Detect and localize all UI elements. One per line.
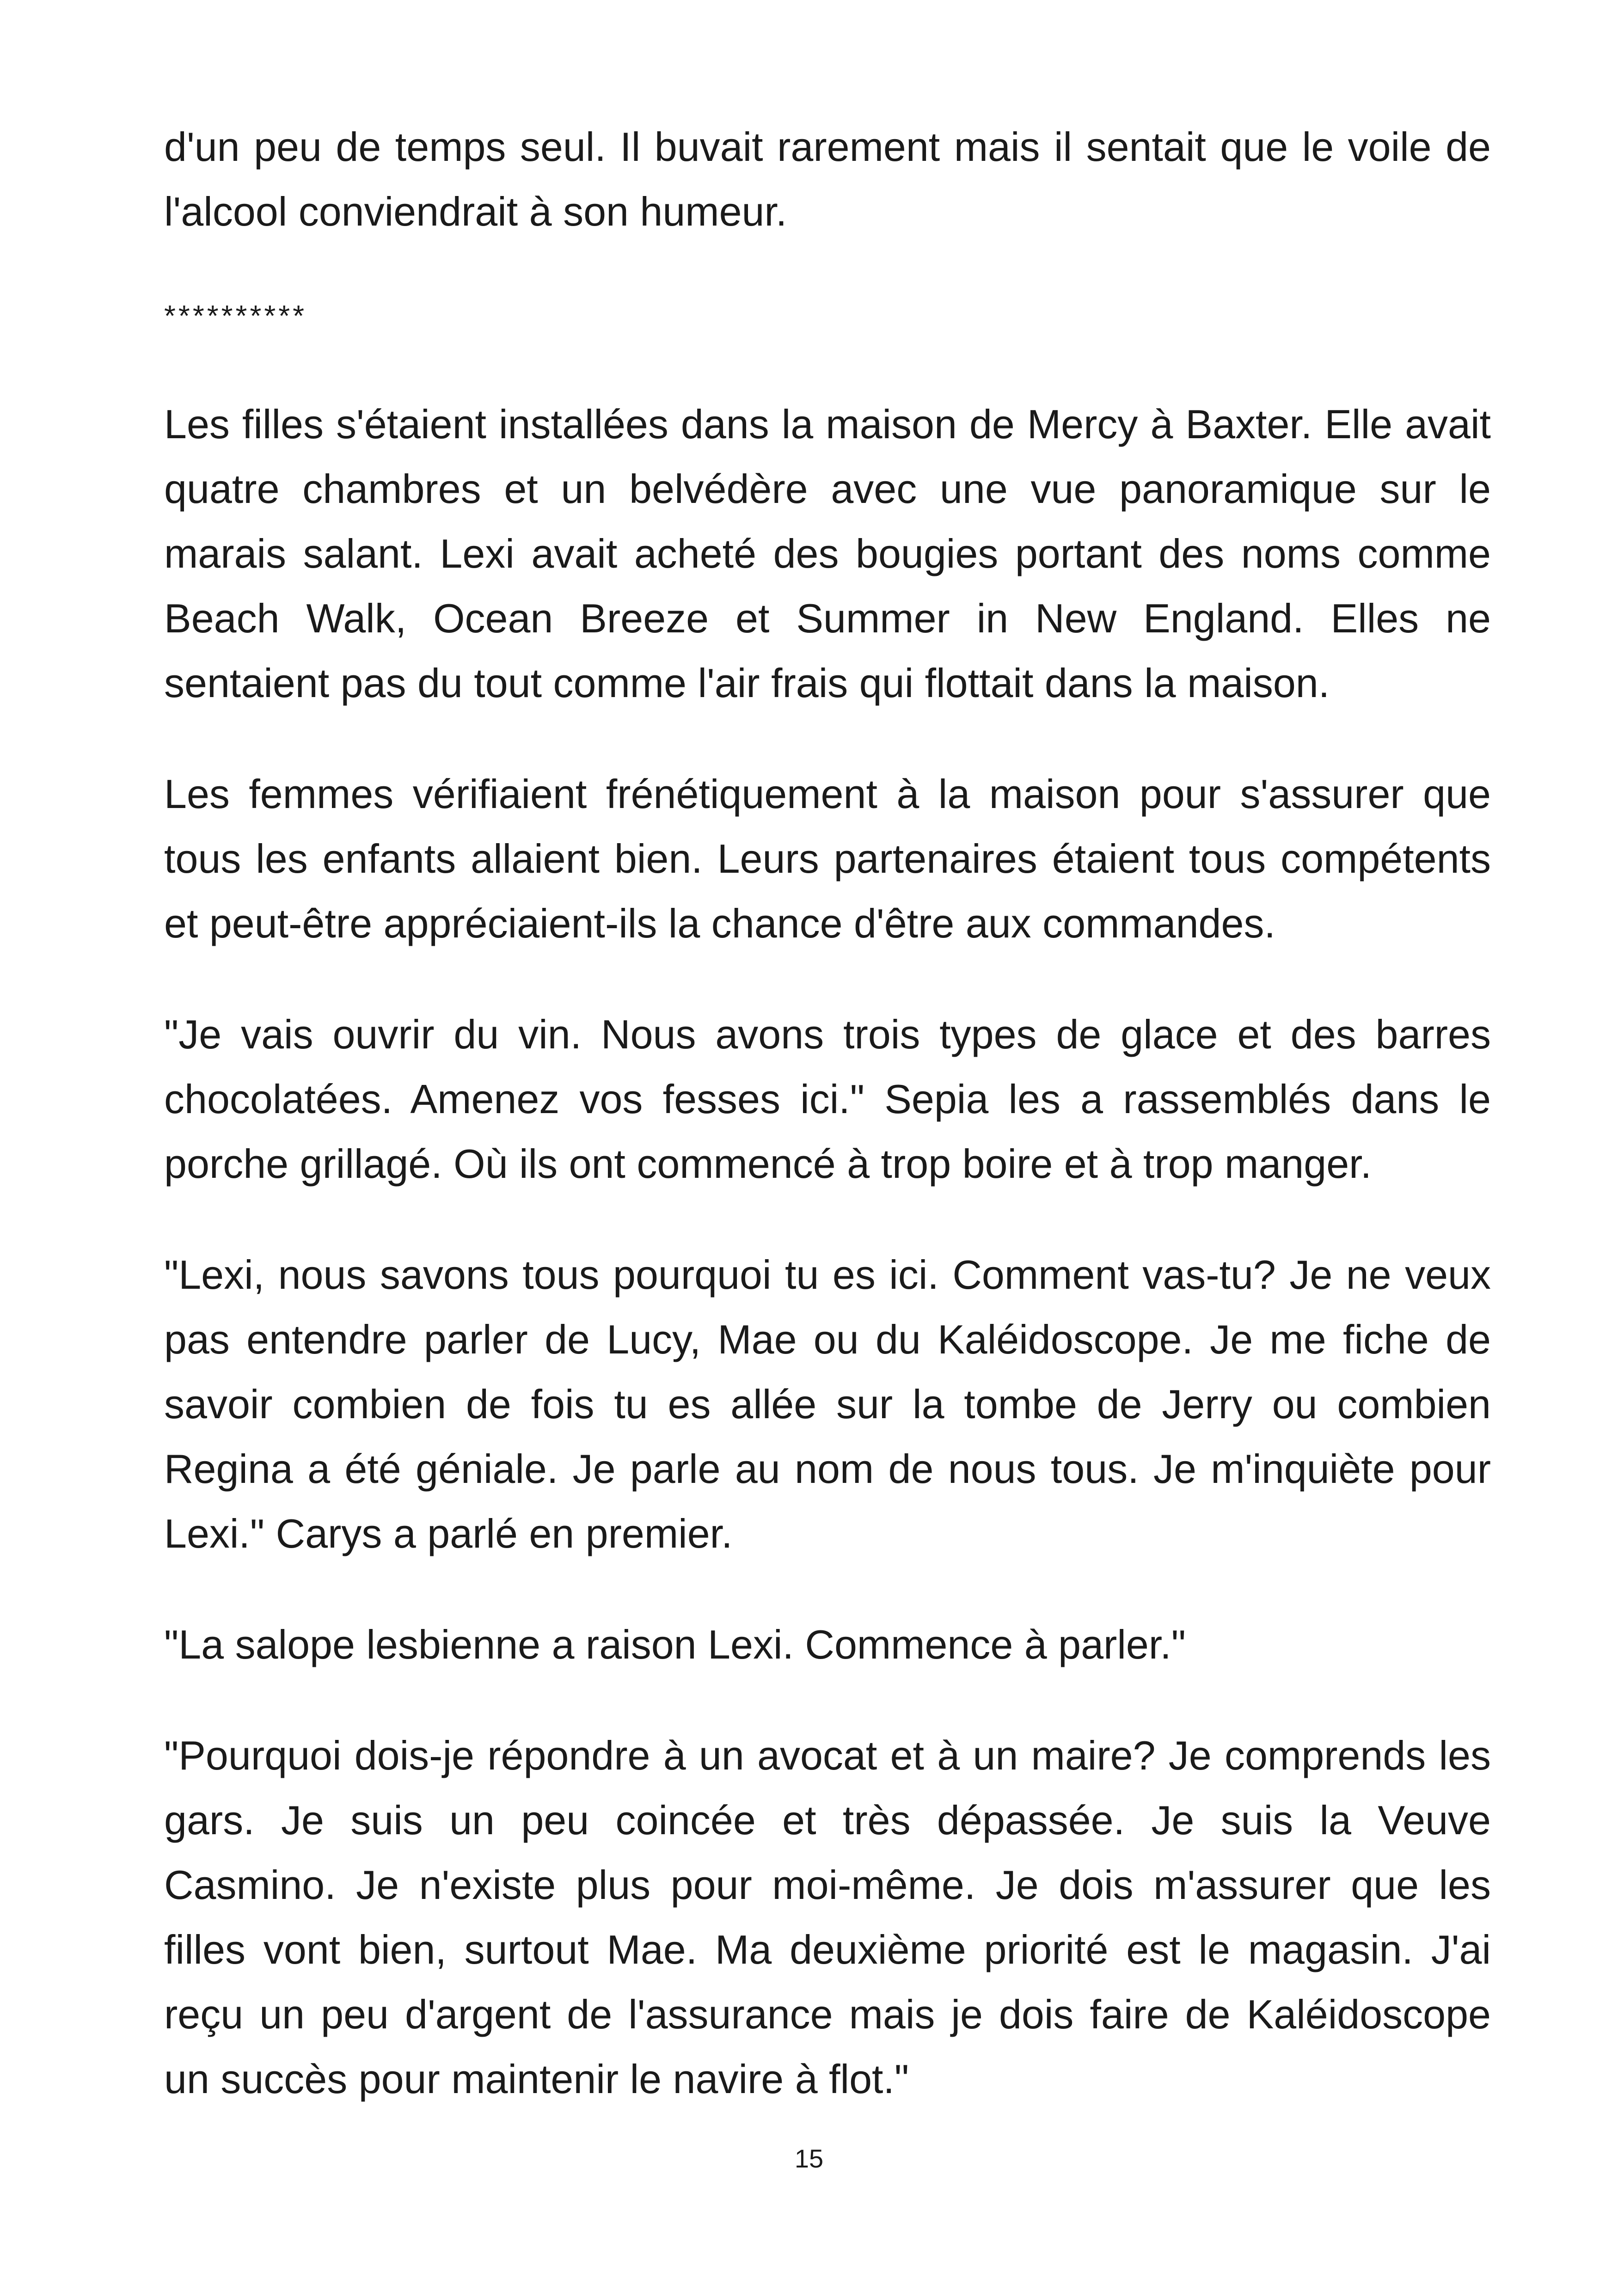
page-number: 15 — [794, 2144, 824, 2173]
section-separator: ********** — [164, 299, 307, 332]
paragraph: "Je vais ouvrir du vin. Nous avons trois types de glace et des barres chocolatées. Amenez vos fesses ici." Sepia les a rassemblés dans le porche grillagé. Où ils ont commencé à trop boire et à trop manger. — [164, 1011, 1491, 1187]
paragraph: "La salope lesbienne a raison Lexi. Commence à parler." — [164, 1622, 1186, 1667]
document-body — [164, 115, 1491, 2158]
paragraph: Les femmes vérifiaient frénétiquement à la maison pour s'assurer que tous les enfants allaient bien. Leurs partenaires étaient tous compétents et peut-être appréciaient-ils la chance d'être aux commandes. — [164, 771, 1491, 946]
paragraph: d'un peu de temps seul. Il buvait rarement mais il sentait que le voile de l'alcool conviendrait à son humeur. — [164, 124, 1491, 234]
paragraph: "Lexi, nous savons tous pourquoi tu es ici. Comment vas-tu? Je ne veux pas entendre parler de Lucy, Mae ou du Kaléidoscope. Je me fiche de savoir combien de fois tu es allée sur la tombe de Jerry ou combien Regina a été géniale. Je parle au nom de nous tous. Je m'inquiète pour Lexi." Carys a parlé en premier. — [164, 1252, 1491, 1556]
paragraph: "Pourquoi dois-je répondre à un avocat et à un maire? Je comprends les gars. Je suis un peu coincée et très dépassée. Je suis la Veuve Casmino. Je n'existe plus pour moi-même. Je dois m'assurer que les filles vont bien, surtout Mae. Ma deuxième priorité est le magasin. J'ai reçu un peu d'argent de l'assurance mais je dois faire de Kaléidoscope un succès pour maintenir le navire à flot." — [164, 1733, 1491, 2102]
paragraph: Les filles s'étaient installées dans la maison de Mercy à Baxter. Elle avait quatre chambres et un belvédère avec une vue panoramique sur le marais salant. Lexi avait acheté des bougies portant des noms comme Beach Walk, Ocean Breeze et Summer in New England. Elles ne sentaient pas du tout comme l'air frais qui flottait dans la maison. — [164, 401, 1491, 706]
